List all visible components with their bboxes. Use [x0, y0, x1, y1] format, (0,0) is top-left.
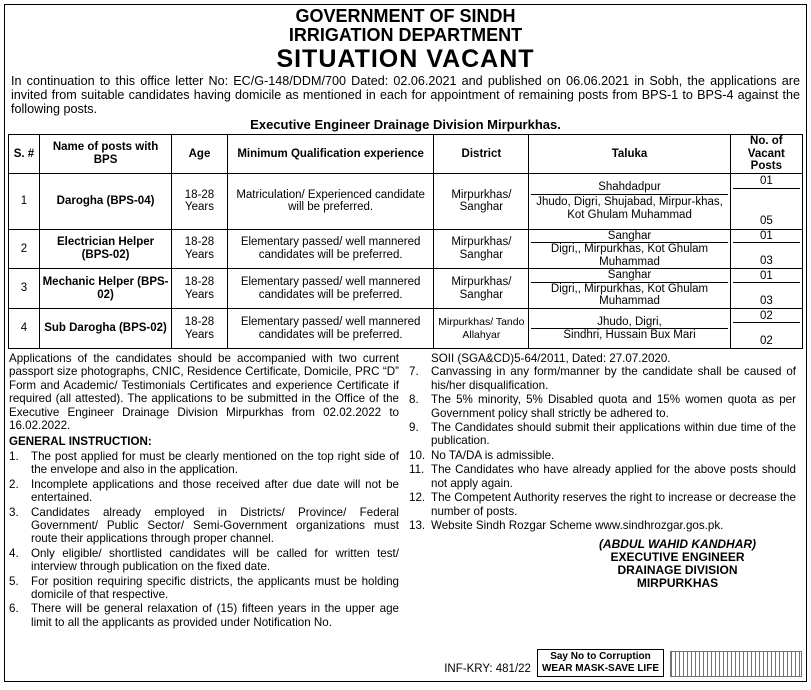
- header-post: Name of posts with BPS: [39, 135, 171, 174]
- cell-sno: 2: [9, 229, 40, 269]
- item-text: Only eligible/ shortlisted candidates will be called for written test/ interview through publication on the fixed date.: [31, 546, 399, 574]
- header-age: Age: [172, 135, 228, 174]
- item-number: 9.: [409, 421, 419, 435]
- header-taluka: Taluka: [529, 135, 730, 174]
- item-number: 13.: [409, 518, 426, 532]
- item-text: The Candidates who have already applied for the above posts should not apply again.: [431, 463, 796, 490]
- notification-continuation: SOII (SGA&CD)5-64/2011, Dated: 27.07.2020.: [431, 352, 671, 366]
- vacant-count: 01: [759, 174, 773, 187]
- taluka-line: Shahdadpur: [598, 180, 661, 193]
- item-text: Incomplete applications and those received after due date will not be entertained.: [31, 477, 399, 505]
- list-item: [9, 602, 399, 629]
- intro-paragraph: In continuation to this office letter No: EC/G-148/DDM/700 Dated: 02.06.2021 and published on 06.06.2021 in Sobh, the applications are invited from suitable candidates having domicile as mentioned in each for appointment of remaining posts from BPS-1 to BPS-4 against the following posts.: [11, 74, 800, 117]
- item-text: Website Sindh Rozgar Scheme www.sindhrozgar.gos.pk.: [431, 518, 724, 532]
- item-number: 6.: [9, 602, 19, 616]
- list-item: [409, 463, 796, 490]
- cell-post: Darogha (BPS-04): [39, 173, 171, 229]
- signatory-title: EXECUTIVE ENGINEER: [610, 550, 745, 565]
- list-item: [409, 449, 796, 462]
- general-instruction-heading: GENERAL INSTRUCTION:: [9, 435, 152, 449]
- signature-block: [409, 538, 796, 590]
- corruption-line: Say No to Corruption: [550, 651, 651, 662]
- header-district: District: [434, 135, 529, 174]
- table-row: [9, 269, 803, 309]
- header-sno: S. #: [9, 135, 40, 174]
- item-number: 10.: [409, 448, 426, 462]
- taluka-line: Jhudo, Digri,: [597, 315, 662, 328]
- advertisement-page: [4, 4, 807, 682]
- instructions-section: [5, 352, 806, 630]
- posts-table: [8, 134, 803, 349]
- list-item: [9, 506, 399, 546]
- list-item: [9, 575, 399, 602]
- item-text: The post applied for must be clearly mentioned on the top right side of the envelope and also in the application.: [31, 449, 399, 477]
- signatory-name: (ABDUL WAHID KANDHAR): [598, 537, 757, 552]
- cell-district: Mirpurkhas/ Sanghar: [434, 269, 529, 309]
- list-item: [409, 519, 796, 532]
- cell-age: 18-28 Years: [172, 173, 228, 229]
- list-item: [9, 547, 399, 574]
- cell-district: Mirpurkhas/ Sanghar: [434, 229, 529, 269]
- cell-taluka: [529, 229, 730, 269]
- header-qualification: Minimum Qualification experience: [227, 135, 434, 174]
- cell-vacant: [730, 229, 802, 269]
- cell-vacant: [730, 309, 802, 349]
- item-number: 11.: [409, 463, 425, 477]
- taluka-line: Digri,, Mirpurkhas, Kot Ghulam Muhammad: [531, 242, 727, 268]
- cell-age: 18-28 Years: [172, 269, 228, 309]
- cell-sno: 1: [9, 173, 40, 229]
- table-row: [9, 309, 803, 349]
- table-row: [9, 173, 803, 229]
- item-text: No TA/DA is admissible.: [431, 448, 555, 462]
- vacant-count: 05: [733, 188, 800, 229]
- cell-qualification: Elementary passed/ well mannered candidates will be preferred.: [227, 309, 434, 349]
- item-number: 4.: [9, 546, 19, 560]
- division-heading: Executive Engineer Drainage Division Mirpurkhas.: [250, 117, 561, 133]
- list-item: [409, 421, 796, 448]
- cell-taluka: [529, 309, 730, 349]
- signatory-division: DRAINAGE DIVISION: [617, 563, 738, 578]
- applications-paragraph: Applications of the candidates should be accompanied with two current passport size photographs, CNIC, Residence Certificate, Domicile, PRC “D” Form and Academic/ Testimonials Certificates and experience Certificate if required (all attested). The applications to be submitted in the Office of the Executive Engineer Drainage Division Mirpurkhas from 02.02.2022 to 16.02.2022.: [9, 352, 399, 433]
- item-text: Candidates already employed in Districts/ Province/ Federal Government/ Public Sector/ Semi-Government organizations must route their applications through proper channel.: [31, 505, 399, 546]
- cell-vacant: [730, 269, 802, 309]
- instruction-list-left: [9, 450, 399, 629]
- vacant-count: 01: [759, 229, 773, 242]
- item-number: 1.: [9, 449, 19, 463]
- item-number: 2.: [9, 477, 19, 491]
- cell-district: Mirpurkhas/ Sanghar: [434, 173, 529, 229]
- taluka-line: Sanghar: [607, 229, 652, 242]
- table-row: [9, 229, 803, 269]
- item-text: Canvassing in any form/manner by the candidate shall be caused of his/her disqualification.: [431, 365, 796, 392]
- cell-sno: 3: [9, 269, 40, 309]
- left-column: [5, 352, 405, 630]
- header-department: IRRIGATION DEPARTMENT: [288, 24, 523, 45]
- vacant-count: 02: [733, 322, 800, 348]
- item-number: 8.: [409, 393, 419, 407]
- item-number: 7.: [409, 365, 419, 379]
- urdu-notice-image: [670, 651, 802, 677]
- cell-post: Electrician Helper (BPS-02): [39, 229, 171, 269]
- table-header-row: [9, 135, 803, 174]
- taluka-line: Sindhri, Hussain Bux Mari: [531, 328, 727, 342]
- item-number: 12.: [409, 491, 426, 505]
- cell-age: 18-28 Years: [172, 309, 228, 349]
- cell-sno: 4: [9, 309, 40, 349]
- item-number: 5.: [9, 574, 19, 588]
- list-item: [9, 450, 399, 477]
- cell-qualification: Matriculation/ Experienced candidate will be preferred.: [227, 173, 434, 229]
- vacant-count: 03: [733, 282, 800, 308]
- item-text: The Candidates should submit their applications within due time of the publication.: [431, 421, 796, 448]
- vacant-count: 03: [733, 242, 800, 268]
- item-text: The 5% minority, 5% Disabled quota and 15% women quota as per Government policy shall strictly be adhered to.: [431, 393, 796, 420]
- list-item: [409, 491, 796, 518]
- cell-taluka: [529, 173, 730, 229]
- cell-vacant: [730, 173, 802, 229]
- list-item: [9, 478, 399, 505]
- header-vacant-posts: No. of Vacant Posts: [730, 135, 802, 174]
- cell-age: 18-28 Years: [172, 229, 228, 269]
- cell-qualification: Elementary passed/ well mannered candidates will be preferred.: [227, 269, 434, 309]
- cell-taluka: [529, 269, 730, 309]
- item-text: The Competent Authority reserves the right to increase or decrease the number of posts.: [431, 491, 796, 518]
- corruption-notice: [537, 649, 664, 677]
- cell-post: Mechanic Helper (BPS-02): [39, 269, 171, 309]
- header: [5, 7, 806, 72]
- taluka-line: Digri,, Mirpurkhas, Kot Ghulam Muhammad: [531, 282, 727, 308]
- cell-district: Mirpurkhas/ Tando Allahyar: [434, 309, 529, 349]
- header-title: SITUATION VACANT: [276, 44, 535, 73]
- footer: [444, 649, 802, 677]
- list-item: [409, 393, 796, 420]
- cell-post: Sub Darogha (BPS-02): [39, 309, 171, 349]
- taluka-line: Sanghar: [607, 269, 652, 282]
- item-text: For position requiring specific districts, the applicants must be holding domicile of that respective.: [31, 574, 399, 601]
- vacant-count: 02: [759, 309, 773, 322]
- item-number: 3.: [9, 505, 19, 519]
- header-government: GOVERNMENT OF SINDH: [295, 6, 516, 26]
- mask-line: WEAR MASK-SAVE LIFE: [541, 663, 659, 674]
- cell-qualification: Elementary passed/ well mannered candidates will be preferred.: [227, 229, 434, 269]
- instruction-list-right: [409, 365, 796, 532]
- item-text: There will be general relaxation of (15) fifteen years in the upper age limit to all the applicants as provided under Notification No.: [31, 602, 399, 629]
- inf-code: INF-KRY: 481/22: [444, 663, 531, 675]
- taluka-line: Jhudo, Digri, Shujabad, Mirpur-khas, Kot Ghulam Muhammad: [531, 194, 727, 222]
- signatory-location: MIRPURKHAS: [636, 576, 719, 591]
- vacant-count: 01: [759, 269, 773, 282]
- right-column: [405, 352, 802, 630]
- list-item: [409, 365, 796, 392]
